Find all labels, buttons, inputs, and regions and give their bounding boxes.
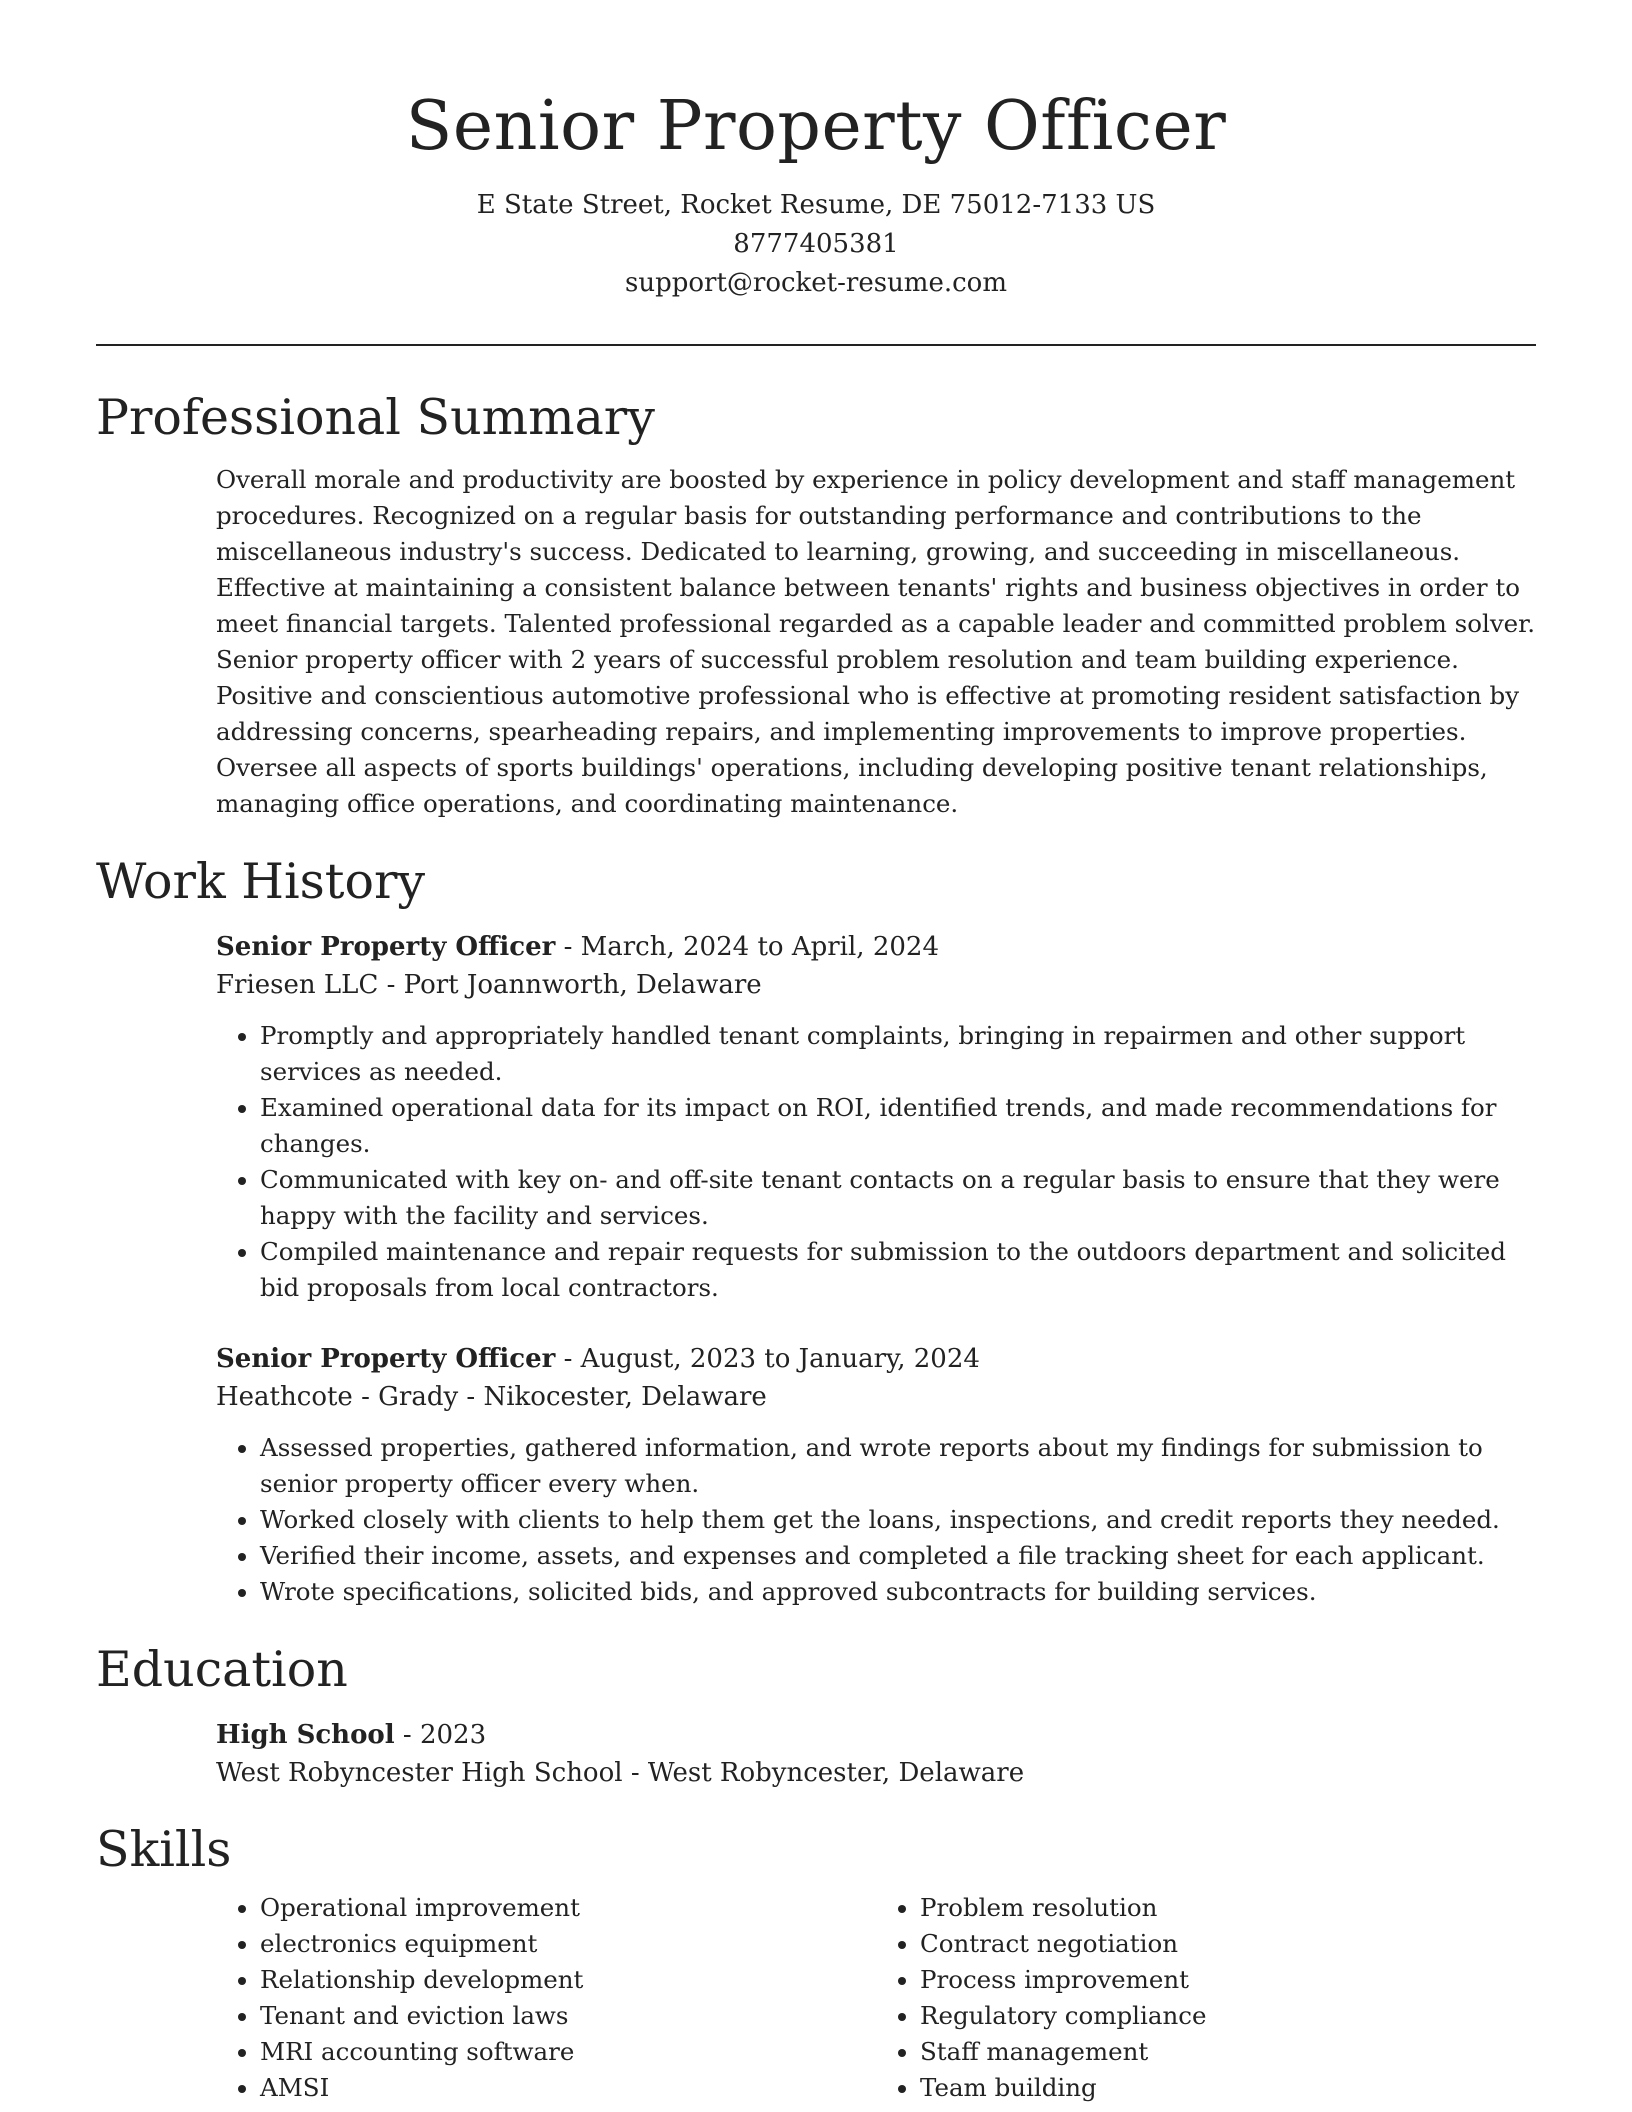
section-heading: Work History <box>96 853 426 910</box>
professional-summary-section <box>96 386 1536 822</box>
skills-list-right <box>876 1890 1536 2106</box>
list-item: • Assessed properties, gathered information, and wrote reports about my findings for submission to senior property officer every when. <box>260 1430 1536 1502</box>
job-location: - Port Joannworth, Delaware <box>378 970 762 1000</box>
summary-body <box>216 462 1536 822</box>
education-section <box>96 1638 1536 1792</box>
skill-item: • Operational improvement <box>260 1890 876 1926</box>
skill-item: • Process improvement <box>920 1962 1536 1998</box>
skill-item: • AMSI <box>260 2070 876 2106</box>
skill-item: • electronics equipment <box>260 1926 876 1962</box>
job-company-line <box>216 966 1536 1004</box>
school-location: - West Robyncester, Delaware <box>622 1758 1025 1788</box>
job-title-line <box>216 1340 1536 1378</box>
job-dates: - August, 2023 to January, 2024 <box>555 1344 980 1374</box>
job-company: Friesen LLC <box>216 970 379 1000</box>
skill-item: • Problem resolution <box>920 1890 1536 1926</box>
job-location: - Nikocester, Delaware <box>458 1382 767 1412</box>
phone: 8777405381 <box>733 229 899 259</box>
work-history-section <box>96 850 1536 1610</box>
list-item: • Worked closely with clients to help them get the loans, inspections, and credit reports they needed. <box>260 1502 1536 1538</box>
resume-header <box>0 0 1632 303</box>
header-divider <box>96 344 1536 346</box>
address: E State Street, Rocket Resume, DE 75012-7133 US <box>476 190 1156 220</box>
skill-item: • MRI accounting software <box>260 2034 876 2070</box>
list-item: • Verified their income, assets, and expenses and completed a file tracking sheet for each applicant. <box>260 1538 1536 1574</box>
job-title: Senior Property Officer <box>216 1344 556 1374</box>
summary-text: Overall morale and productivity are boosted by experience in policy development and staff management procedures. Recognized on a regular basis for outstanding performance and contributions to the miscellaneous industry's success. Dedicated to learning, growing, and succeeding in miscellaneous. Effective at maintaining a consistent balance between tenants' rights and business objectives in order to meet financial targets. Talented professional regarded as a capable leader and committed problem solver. Senior property officer with 2 years of successful problem resolution and team building experience. Positive and conscientious automotive professional who is effective at promoting resident satisfaction by addressing concerns, spearheading repairs, and implementing improvements to improve properties. Oversee all aspects of sports buildings' operations, including developing positive tenant relationships, managing office operations, and coordinating maintenance. <box>216 465 1535 818</box>
job-company: Heathcote - Grady <box>216 1382 459 1412</box>
section-heading: Education <box>96 1641 348 1698</box>
section-heading: Skills <box>96 1821 232 1878</box>
list-item: • Compiled maintenance and repair requests for submission to the outdoors department and solicited bid proposals from local contractors. <box>260 1234 1536 1306</box>
skill-item: • Contract negotiation <box>920 1926 1536 1962</box>
skill-item: • Team building <box>920 2070 1536 2106</box>
list-item: • Communicated with key on- and off-site tenant contacts on a regular basis to ensure that they were happy with the facility and services. <box>260 1162 1536 1234</box>
job-title: Senior Property Officer <box>216 932 556 962</box>
skill-item: • Tenant and eviction laws <box>260 1998 876 2034</box>
job-title-line <box>216 928 1536 966</box>
job-bullets <box>216 1018 1536 1306</box>
list-item: • Promptly and appropriately handled tenant complaints, bringing in repairmen and other support services as needed. <box>260 1018 1536 1090</box>
school-name: West Robyncester High School <box>216 1758 623 1788</box>
job-entry <box>216 1340 1536 1610</box>
job-bullets <box>216 1430 1536 1610</box>
list-item: • Wrote specifications, solicited bids, and approved subcontracts for building services. <box>260 1574 1536 1610</box>
skill-item: • Relationship development <box>260 1962 876 1998</box>
skills-section <box>96 1818 1536 2106</box>
skill-item: • Regulatory compliance <box>920 1998 1536 2034</box>
skills-columns <box>216 1882 1536 2106</box>
degree: High School <box>216 1720 395 1750</box>
school-line <box>216 1754 1536 1792</box>
graduation-year: - 2023 <box>394 1720 487 1750</box>
degree-line <box>216 1716 1536 1754</box>
contact-info <box>0 186 1632 303</box>
job-entry <box>216 928 1536 1306</box>
section-heading: Professional Summary <box>96 389 655 446</box>
list-item: • Examined operational data for its impact on ROI, identified trends, and made recommendations for changes. <box>260 1090 1536 1162</box>
skill-item: • Staff management <box>920 2034 1536 2070</box>
education-entry <box>216 1716 1536 1792</box>
job-dates: - March, 2024 to April, 2024 <box>555 932 939 962</box>
candidate-title: Senior Property Officer <box>405 87 1227 166</box>
email: support@rocket-resume.com <box>624 268 1007 298</box>
job-company-line <box>216 1378 1536 1416</box>
skills-list-left <box>216 1890 876 2106</box>
